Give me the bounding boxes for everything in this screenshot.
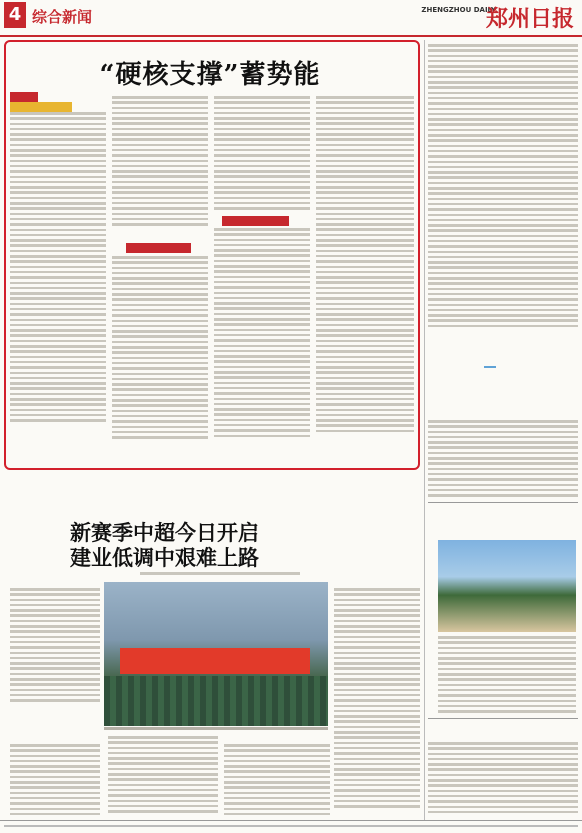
bottom-headline-line1: 新赛季中超今日开启: [70, 520, 259, 545]
culture-tag: [484, 366, 496, 368]
yellow-river-photo: [438, 540, 576, 632]
body-column-2b: [112, 256, 208, 441]
body-column-2: [112, 96, 208, 228]
body-column-3: [214, 96, 310, 213]
team-banner: [120, 648, 310, 674]
brand-english: ZHENGZHOU DAILY: [421, 6, 496, 14]
subhead-bottom-1: [10, 732, 32, 740]
body-column-1: [10, 112, 106, 425]
photo-caption: [104, 727, 328, 730]
column-divider: [424, 40, 425, 820]
bottom-column-3: [224, 744, 330, 818]
bottom-headline: [70, 520, 259, 570]
subhead-bottom-2: [240, 732, 284, 740]
right-body-4: [428, 742, 578, 816]
section-title: 综合新闻: [32, 8, 93, 26]
bottom-headline-line2: 建业低调中艰难上路: [70, 545, 259, 570]
body-column-3b: [214, 228, 310, 440]
subhead-3: [126, 243, 191, 253]
page-footer: [0, 820, 582, 833]
bottom-column-1b: [10, 744, 100, 818]
page-number: 4: [4, 2, 26, 28]
bottom-column-4: [334, 588, 420, 810]
right-divider-1: [428, 502, 578, 503]
subhead-1: [10, 92, 38, 102]
subhead-2: [10, 102, 72, 112]
subhead-4: [222, 216, 289, 226]
bottom-column-1: [10, 588, 100, 705]
brand-logo: 郑州日报: [485, 6, 574, 32]
team-players: [104, 676, 328, 726]
byline: [140, 572, 300, 577]
body-column-4: [316, 96, 414, 435]
bottom-column-2: [108, 736, 218, 815]
main-headline: “硬核支撑”蓄势能: [99, 60, 321, 90]
right-story-1: [428, 40, 578, 326]
right-body-1: [428, 44, 578, 327]
photo-caption-text: [438, 636, 576, 715]
right-divider-2: [428, 718, 578, 719]
page-header: [0, 0, 582, 32]
right-body-2: [428, 420, 578, 499]
header-rule: [0, 35, 582, 37]
